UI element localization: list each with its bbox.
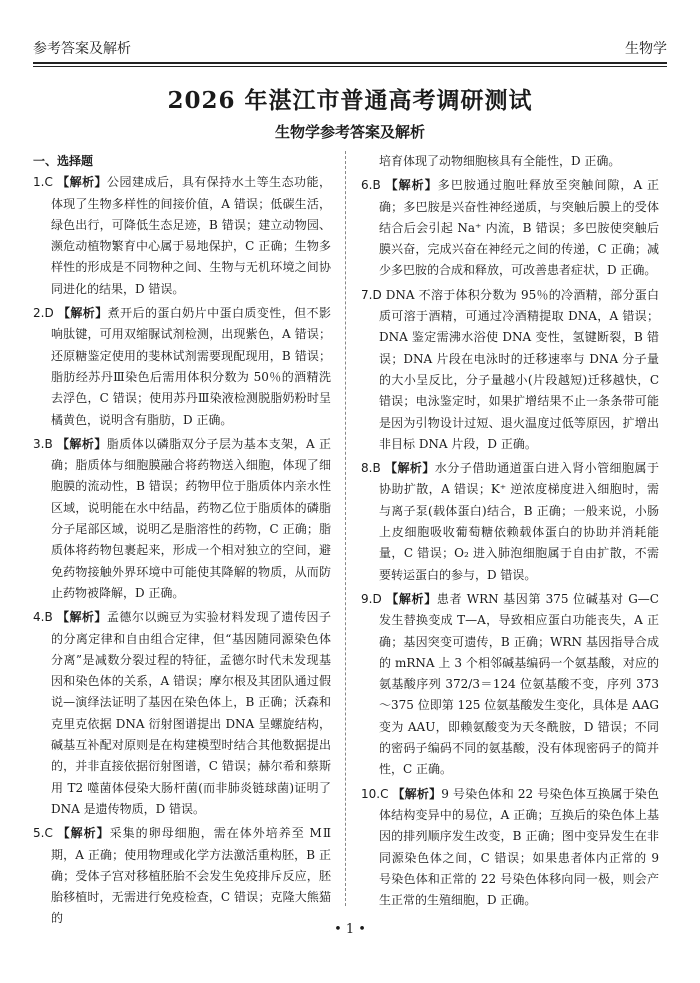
answer-number: 5.C (33, 826, 53, 841)
answer-text: 采集的卵母细胞，需在体外培养至 MⅡ期，A 正确；使用物理或化学方法激活重构胚，B 正确；受体子宫对移植胚胎不会发生免疫排斥反应，胚胎移植时，无需进行免疫检查，C 错误；克隆大熊猫的 (51, 826, 331, 926)
analysis-tag: 【解析】 (57, 306, 108, 321)
running-header (33, 36, 667, 58)
answer-text: 孟德尔以豌豆为实验材料发现了遗传因子的分离定律和自由组合定律，但“基因随同源染色体分离”是减数分裂过程的特征，孟德尔时代未发现基因和染色体的关系，A 错误；摩尔根及其团队通过假说—演绎法证明了基因在染色体上，B 正确；沃森和克里克依据 DNA 衍射图谱提出 DNA 呈螺旋结构，碱基互补配对原则是在构建模型时结合其他数据提出的，并非直接依据衍射图谱，C 错误；赫尔希和蔡斯用 T2 噬菌体侵染大肠杆菌(而非肺炎链球菌)证明了 DNA 是遗传物质，D 错误。 (51, 610, 331, 816)
header-right: 生物学 (625, 41, 667, 57)
answer-text: 煮开后的蛋白奶片中蛋白质变性，但不影响肽键，可用双缩脲试剂检测，出现紫色，A 错误；还原糖鉴定使用的斐林试剂需要现配现用，B 错误；脂肪经苏丹Ⅲ染色后需用体积分数为 50％的酒精洗去浮色，C 错误；使用苏丹Ⅲ染液检测脱脂奶粉时呈橘黄色，说明含有脂肪，D 正确。 (51, 306, 331, 427)
section-heading: 一、选择题 (33, 154, 94, 168)
analysis-tag: 【解析】 (392, 786, 442, 801)
answer-item (33, 823, 331, 929)
answer-number: 1.C (33, 175, 53, 190)
page-number: • 1 • (334, 922, 366, 937)
page-subtitle: 生物学参考答案及解析 (274, 123, 425, 141)
answer-item (361, 589, 659, 781)
analysis-tag: 【解析】 (56, 436, 107, 451)
analysis-tag: 【解析】 (386, 591, 437, 606)
answer-text: 9 号染色体和 22 号染色体互换属于染色体结构变异中的易位，A 正确；互换后的染色体上基因的排列顺序发生改变，B 正确；图中变异发生在非同源染色体之间，C 错误；如果患者体内正常的 9 号染色体和正常的 22 号染色体移向同一极，则会产生正常的生殖细胞，D 正确。 (379, 786, 659, 908)
right-column (361, 151, 659, 914)
analysis-tag: 【解析】 (385, 178, 438, 193)
column-divider (345, 151, 346, 906)
answer-item (361, 784, 659, 912)
page-title: 2026 年湛江市普通高考调研测试 (167, 87, 533, 114)
answer-text: 水分子借助通道蛋白进入肾小管细胞属于协助扩散，A 错误；K⁺ 逆浓度梯度进入细胞时，需与离子泵(载体蛋白)结合，B 正确；一般来说，小肠上皮细胞吸收葡萄糖依赖载体蛋白的协助并消耗能量，C 错误；O₂ 进入肺泡细胞属于自由扩散，不需要转运蛋白的参与，D 错误。 (379, 461, 659, 582)
analysis-tag: 【解析】 (384, 461, 435, 476)
answer-item (33, 303, 331, 431)
answer-text: 多巴胺通过胞吐释放至突触间隙，A 正确；多巴胺是兴奋性神经递质，与突触后膜上的受体结合后会引起 Na⁺ 内流，B 错误；多巴胺使突触后膜兴奋，完成兴奋在神经元之间的传递，C 正确；减少多巴胺的合成和释放，可改善患者症状，D 正确。 (379, 178, 659, 278)
answer-item (361, 285, 659, 455)
left-answer-list (33, 172, 331, 929)
header-left: 参考答案及解析 (33, 41, 131, 57)
answer-item (33, 607, 331, 820)
answer-number: 4.B (33, 610, 53, 625)
answer-number: 6.B (361, 178, 381, 193)
left-column (33, 151, 331, 933)
answer-item (379, 151, 659, 172)
answer-item (33, 434, 331, 604)
header-rule (33, 62, 667, 67)
answer-text: 培育体现了动物细胞核具有全能性，D 正确。 (379, 154, 621, 168)
answer-item (361, 175, 659, 281)
analysis-tag: 【解析】 (56, 610, 107, 625)
answer-number: 8.B (361, 461, 381, 476)
answer-number: 7.D (361, 287, 382, 302)
answer-item (361, 458, 659, 586)
right-answer-list (361, 151, 659, 911)
answer-number: 2.D (33, 306, 54, 321)
answer-text: 脂质体以磷脂双分子层为基本支架，A 正确；脂质体与细胞膜融合将药物送入细胞，体现了细胞膜的流动性，B 错误；药物甲位于脂质体内亲水性区域，说明能在水中结晶，药物乙位于脂质体的磷脂分子尾部区域，说明乙是脂溶性的药物，C 正确；脂质体将药物包裹起来，形成一个相对独立的空间，避免药物接触外界环境中可能使其降解的物质，从而防止药物被降解，D 正确。 (51, 436, 331, 600)
answer-text: 患者 WRN 基因第 375 位碱基对 G—C 发生替换变成 T—A，导致相应蛋白功能丧失，A 正确；基因突变可遗传，B 正确；WRN 基因指导合成的 mRNA 上 3 个相邻碱基编码一个氨基酸，对应的氨基酸序列 372/3＝124 位氨基酸不变，序列 373～375 位即第 125 位氨基酸发生变化，具体是 AAG 变为 AAU，即赖氨酸变为天冬酰胺，D 错误；不同的密码子编码不同的氨基酸，没有体现密码子的简并性，C 正确。 (379, 591, 659, 777)
answer-number: 9.D (361, 591, 382, 606)
analysis-tag: 【解析】 (57, 826, 110, 841)
analysis-tag: 【解析】 (57, 175, 108, 190)
answer-text: DNA 不溶于体积分数为 95％的冷酒精，部分蛋白质可溶于酒精，可通过冷酒精提取 DNA，A 错误；DNA 鉴定需沸水浴使 DNA 变性，氢键断裂，B 错误；DNA 片段在电泳时的迁移速率与 DNA 分子量的大小呈反比，分子量越小(片段越短)迁移越快，C 错误；电泳鉴定时，如果扩增结果不止一条条带可能是因为引物设计过短、退火温度过低等原因，扩增出非目标 DNA 片段，D 正确。 (379, 287, 659, 451)
answer-text: 公园建成后，具有保持水土等生态功能，体现了生物多样性的间接价值，A 错误；低碳生活，绿色出行，可降低生态足迹，B 错误；建立动物园、濒危动植物繁育中心属于易地保护，C 正确；生物多样性的形成是不同物种之间、生物与无机环境之间协同进化的结果，D 错误。 (51, 175, 331, 296)
answer-number: 10.C (361, 786, 389, 801)
answer-number: 3.B (33, 436, 53, 451)
answer-item (33, 172, 331, 300)
